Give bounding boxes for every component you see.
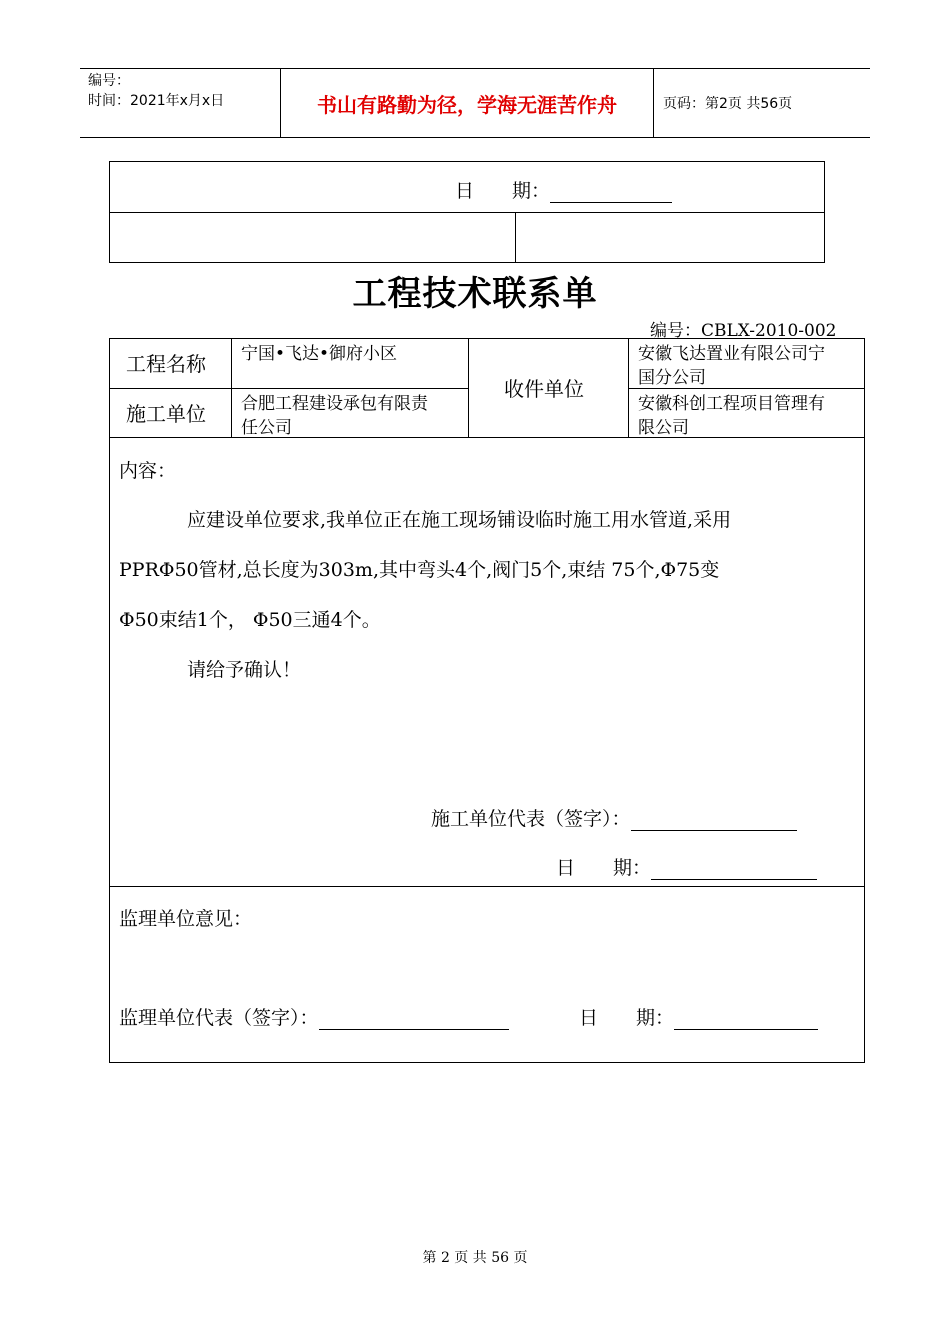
contractor-date-field (556, 853, 817, 880)
contact-form-table (109, 338, 865, 1063)
receiver-value-1 (638, 342, 825, 390)
receiver-2-line1: 安徽科创工程项目管理有 (638, 394, 825, 414)
contractor-signature-blank[interactable] (631, 808, 797, 831)
contractor-label: 施工单位 (126, 402, 206, 426)
top-date-field (455, 176, 672, 203)
contractor-date-label: 日 期： (556, 857, 652, 879)
page-footer: 第 2 页 共 56 页 (422, 1250, 528, 1266)
table-divider (515, 213, 516, 262)
supervisor-signature-field (119, 1003, 509, 1030)
table-divider (110, 388, 468, 389)
contractor-date-blank[interactable] (651, 857, 817, 880)
contractor-signature-field (431, 804, 797, 831)
receiver-1-line1: 安徽飞达置业有限公司宁 (638, 344, 825, 364)
receiver-value-2 (638, 392, 825, 440)
header-meta-cell (80, 69, 281, 137)
contractor-rep-label: 施工单位代表（签字）： (431, 808, 631, 830)
contractor-value-line2: 任公司 (241, 418, 292, 438)
page-title: 工程技术联系单 (352, 274, 598, 314)
content-label: 内容： (119, 460, 177, 482)
supervisor-date-blank[interactable] (674, 1007, 818, 1030)
doc-number-label: 编号： (88, 73, 130, 89)
content-line-3: Φ50束结1个， Φ50三通4个。 (119, 609, 381, 631)
receiver-2-line2: 限公司 (638, 418, 689, 438)
supervisor-date-label: 日 期： (579, 1007, 675, 1029)
document-number: 编号：CBLX-2010-002 (650, 321, 837, 341)
doc-time-label: 时间：2021年x月x日 (88, 93, 225, 109)
content-line-4: 请给予确认！ (187, 659, 302, 681)
supervisor-opinion-label: 监理单位意见： (119, 908, 253, 930)
page-header (80, 68, 870, 138)
table-divider (468, 339, 469, 437)
supervisor-date-field (579, 1003, 818, 1030)
supervisor-signature-blank[interactable] (319, 1007, 509, 1030)
supervisor-rep-label: 监理单位代表（签字）： (119, 1007, 319, 1029)
project-name-value: 宁国•飞达•御府小区 (241, 344, 398, 364)
table-divider (110, 886, 864, 887)
contractor-value-line1: 合肥工程建设承包有限责 (241, 394, 428, 414)
content-line-2: PPRΦ50管材,总长度为303m,其中弯头4个,阀门5个,束结 75个,Φ75变 (119, 559, 720, 581)
project-name-label: 工程名称 (126, 352, 206, 376)
contractor-value (241, 392, 428, 440)
receiver-label: 收件单位 (504, 377, 584, 401)
header-page-info: 页码：第2页 共56页 (663, 96, 793, 112)
header-motto: 书山有路勤为径，学海无涯苦作舟 (281, 69, 654, 137)
top-date-blank[interactable] (550, 182, 672, 203)
content-line-1: 应建设单位要求,我单位正在施工现场铺设临时施工用水管道,采用 (187, 509, 732, 531)
receiver-1-line2: 国分公司 (638, 368, 706, 388)
top-date-label: 日 期： (455, 180, 551, 202)
